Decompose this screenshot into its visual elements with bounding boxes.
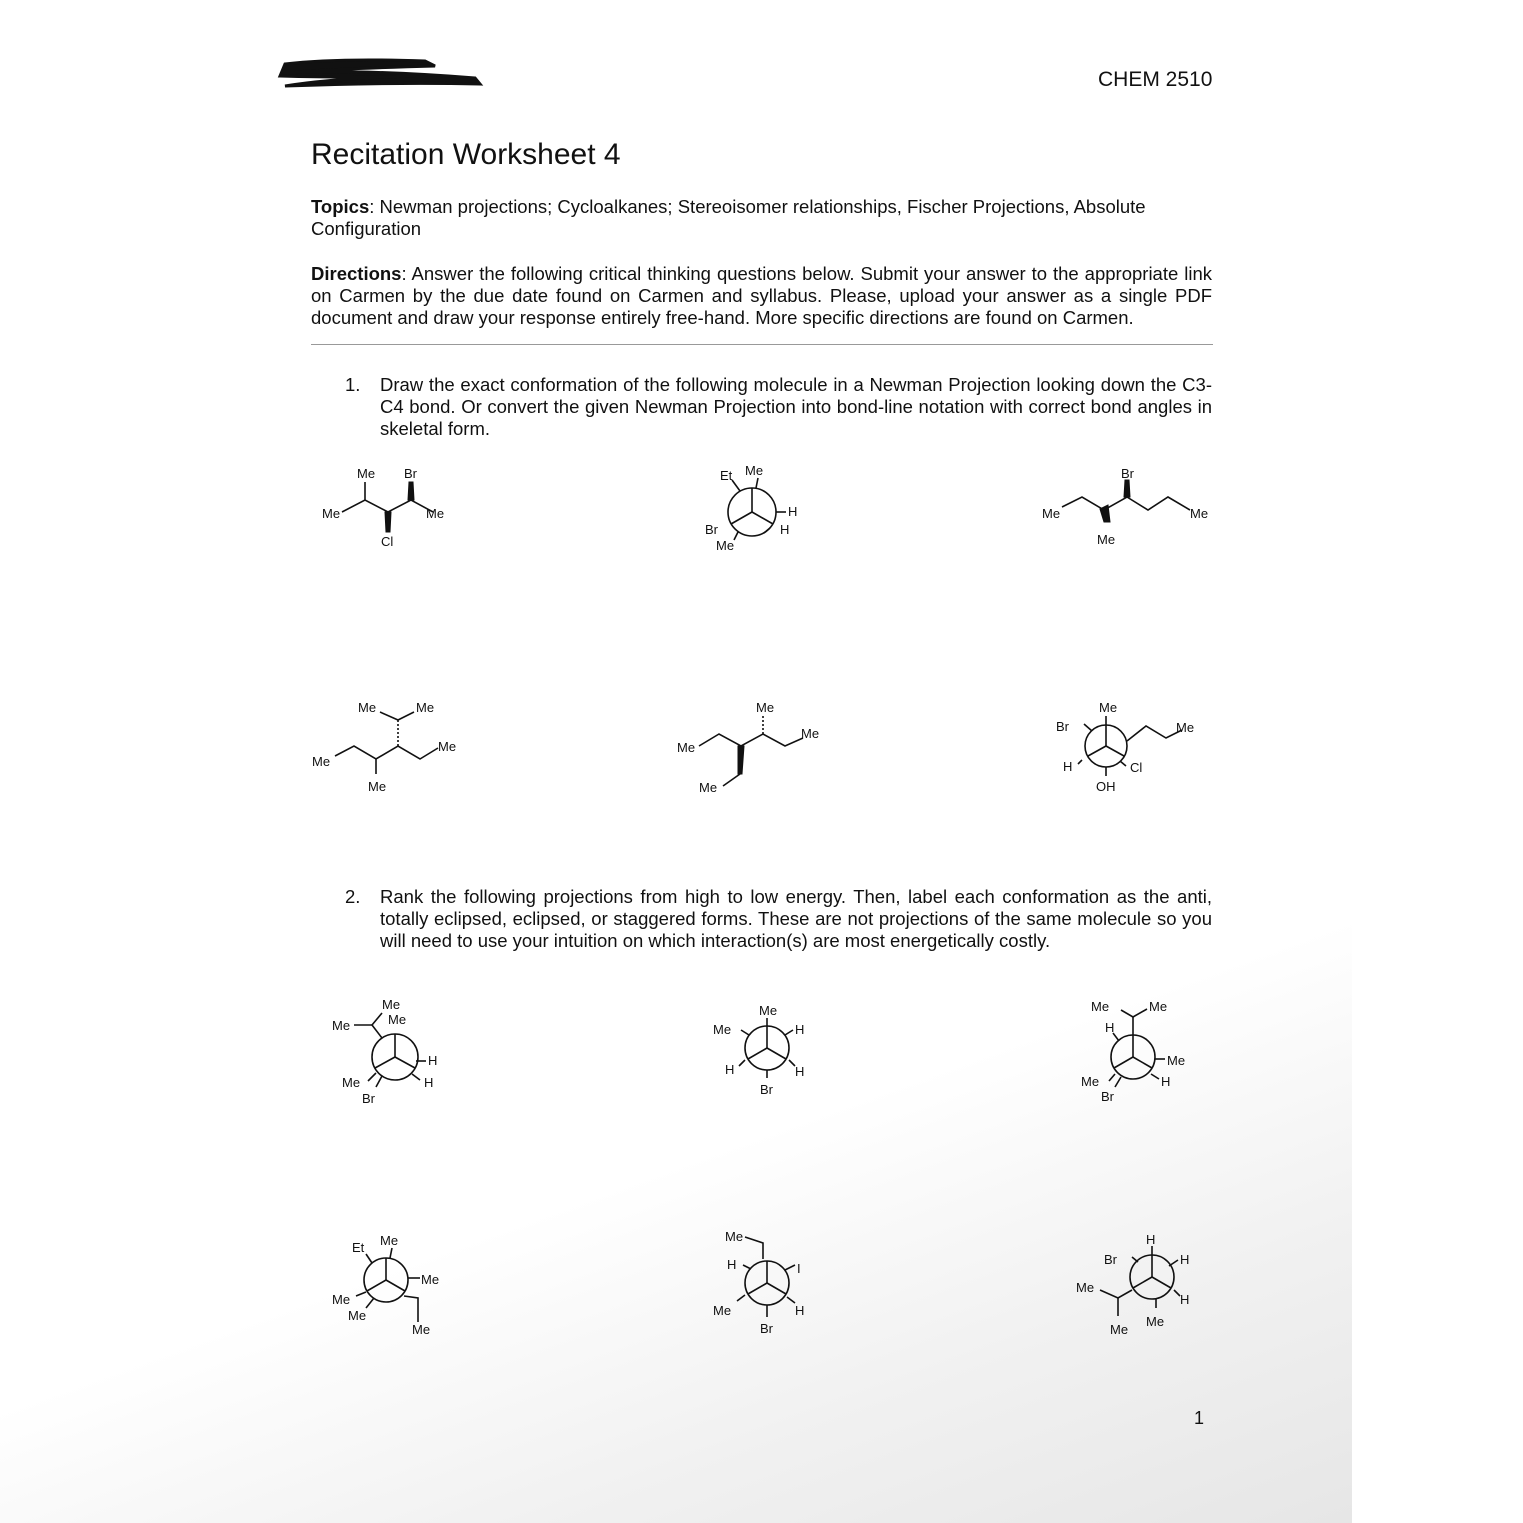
q2-n1-me-lower-left: Me: [342, 1075, 361, 1090]
question-1-text: Draw the exact conformation of the following molecule in a Newman Projection looking down the C3-C4 bond. Or convert the given Newman Projection into bond-line notation with correct bond angles in skeletal form.: [380, 374, 1212, 439]
q1-s3-me-right: Me: [1190, 506, 1209, 521]
q2-n2-br: Br: [760, 1082, 773, 1097]
question-2-number: 2.: [345, 886, 361, 907]
q2-n3-br: Br: [1101, 1089, 1114, 1104]
section-divider: [311, 344, 1213, 345]
q2-n4-et: Et: [352, 1240, 365, 1255]
q2-newman-6: [1070, 1230, 1200, 1340]
q2-n1-h-right: H: [428, 1053, 438, 1068]
q1-s1-me-top: Me: [357, 466, 376, 481]
q2-newman-5: [705, 1225, 825, 1340]
q2-n4-me-left2: Me: [348, 1308, 367, 1323]
q2-n2-h-right: H: [795, 1022, 805, 1037]
course-code: CHEM 2510: [1098, 68, 1213, 91]
q1-s4-me-bottom: Me: [368, 779, 387, 794]
q1-s6-h: H: [1063, 759, 1073, 774]
q2-n5-h-right: H: [795, 1303, 805, 1318]
q2-n2-me-top: Me: [759, 1003, 778, 1018]
q1-s2-br: Br: [705, 522, 718, 537]
q1-s4-me-left: Me: [312, 754, 331, 769]
q2-n5-me-top: Me: [725, 1229, 744, 1244]
q2-n2-me-left: Me: [713, 1022, 732, 1037]
q1-s6-me-right: Me: [1176, 720, 1195, 735]
topics-label: Topics: [311, 196, 370, 217]
q1-s3-me-left: Me: [1042, 506, 1061, 521]
q2-n2-h-lower: H: [795, 1064, 805, 1079]
q1-s4-me-right: Me: [438, 739, 457, 754]
q2-n5-me-left: Me: [713, 1303, 732, 1318]
q1-s3-me-bottom: Me: [1097, 532, 1116, 547]
q2-n4-me-top: Me: [380, 1233, 399, 1248]
q2-n1-h-lower: H: [424, 1075, 434, 1090]
q2-n6-br: Br: [1104, 1252, 1117, 1267]
page-number: 1: [1194, 1408, 1205, 1428]
q2-n5-h-left: H: [727, 1257, 737, 1272]
q1-s6-oh: OH: [1096, 779, 1116, 794]
directions-label: Directions: [311, 263, 402, 284]
directions-paragraph: [311, 263, 1212, 329]
q1-s2-h-right: H: [788, 504, 798, 519]
q1-s6-br: Br: [1056, 719, 1069, 734]
q1-structure-1-bondline: [320, 462, 460, 552]
q1-s5-me-bottom: Me: [699, 780, 718, 795]
q1-s4-me-b: Me: [416, 700, 435, 715]
q2-n4-me-bottom: Me: [412, 1322, 431, 1337]
redacted-name-scribble: [275, 56, 490, 92]
q2-n3-me-b: Me: [1149, 999, 1168, 1014]
q1-structure-6-newman: [1050, 696, 1210, 801]
q2-newman-3: [1075, 995, 1205, 1110]
q1-s6-me-top: Me: [1099, 700, 1118, 715]
q2-n6-me-left: Me: [1076, 1280, 1095, 1295]
q1-s3-br: Br: [1121, 466, 1134, 481]
q2-n4-me-right: Me: [421, 1272, 440, 1287]
q2-n2-h-left: H: [725, 1062, 735, 1077]
q1-s5-me-top: Me: [756, 700, 775, 715]
q2-n6-h-right: H: [1180, 1252, 1190, 1267]
page-title: Recitation Worksheet 4: [311, 138, 621, 171]
q2-n3-h-top: H: [1105, 1020, 1115, 1035]
q2-n5-br: Br: [760, 1321, 773, 1336]
q1-structure-3-bondline: [1040, 462, 1220, 552]
q2-n6-me-b1: Me: [1110, 1322, 1129, 1337]
q1-s2-me-top: Me: [745, 463, 764, 478]
q1-s2-me-bottom: Me: [716, 538, 735, 553]
q2-newman-1: [330, 995, 460, 1110]
q1-s4-me-a: Me: [358, 700, 377, 715]
q2-n3-me-a: Me: [1091, 999, 1110, 1014]
q2-n3-me-left: Me: [1081, 1074, 1100, 1089]
q1-s5-me-right: Me: [801, 726, 820, 741]
q1-structure-4-bondline: [310, 696, 470, 801]
q1-s6-cl: Cl: [1130, 760, 1143, 775]
q2-n6-h-right2: H: [1180, 1292, 1190, 1307]
q2-n1-me-top: Me: [382, 997, 401, 1012]
q1-s2-h-lower: H: [780, 522, 790, 537]
question-1-number: 1.: [345, 374, 361, 395]
q2-n4-me-left: Me: [332, 1292, 351, 1307]
q2-newman-2: [705, 998, 825, 1103]
directions-text: : Answer the following critical thinking questions below. Submit your answer to the appropriate link on Carmen by the due date found on Carmen and syllabus. Please, upload your answer as a single PDF document and draw your response entirely free-hand. More specific directions are found on Carmen.: [311, 263, 1212, 328]
q1-structure-5-bondline: [675, 696, 835, 801]
q2-n3-me-right: Me: [1167, 1053, 1186, 1068]
q1-s1-cl: Cl: [381, 534, 394, 549]
q1-s1-br: Br: [404, 466, 417, 481]
q1-s1-me-left: Me: [322, 506, 341, 521]
q2-n1-me-inner: Me: [388, 1012, 407, 1027]
q2-n6-h-top: H: [1146, 1232, 1156, 1247]
q2-n5-i: I: [797, 1261, 801, 1276]
q1-s2-et: Et: [720, 468, 733, 483]
topics-text: : Newman projections; Cycloalkanes; Stereoisomer relationships, Fischer Projections, Absolute Configuration: [311, 196, 1146, 239]
question-2-text: Rank the following projections from high to low energy. Then, label each conformation as the anti, totally eclipsed, eclipsed, or staggered forms. These are not projections of the same molecule so you will need to use your intuition on which interaction(s) are most energetically costly.: [380, 886, 1212, 951]
q2-n6-me-b2: Me: [1146, 1314, 1165, 1329]
q1-s1-me-right: Me: [426, 506, 445, 521]
q2-n3-h-right: H: [1161, 1074, 1171, 1089]
q2-n1-br: Br: [362, 1091, 375, 1106]
q2-newman-4: [330, 1230, 460, 1340]
q1-structure-2-newman: [700, 460, 810, 560]
topics-paragraph: [311, 196, 1212, 240]
q1-s5-me-left: Me: [677, 740, 696, 755]
q2-n1-me-left: Me: [332, 1018, 351, 1033]
